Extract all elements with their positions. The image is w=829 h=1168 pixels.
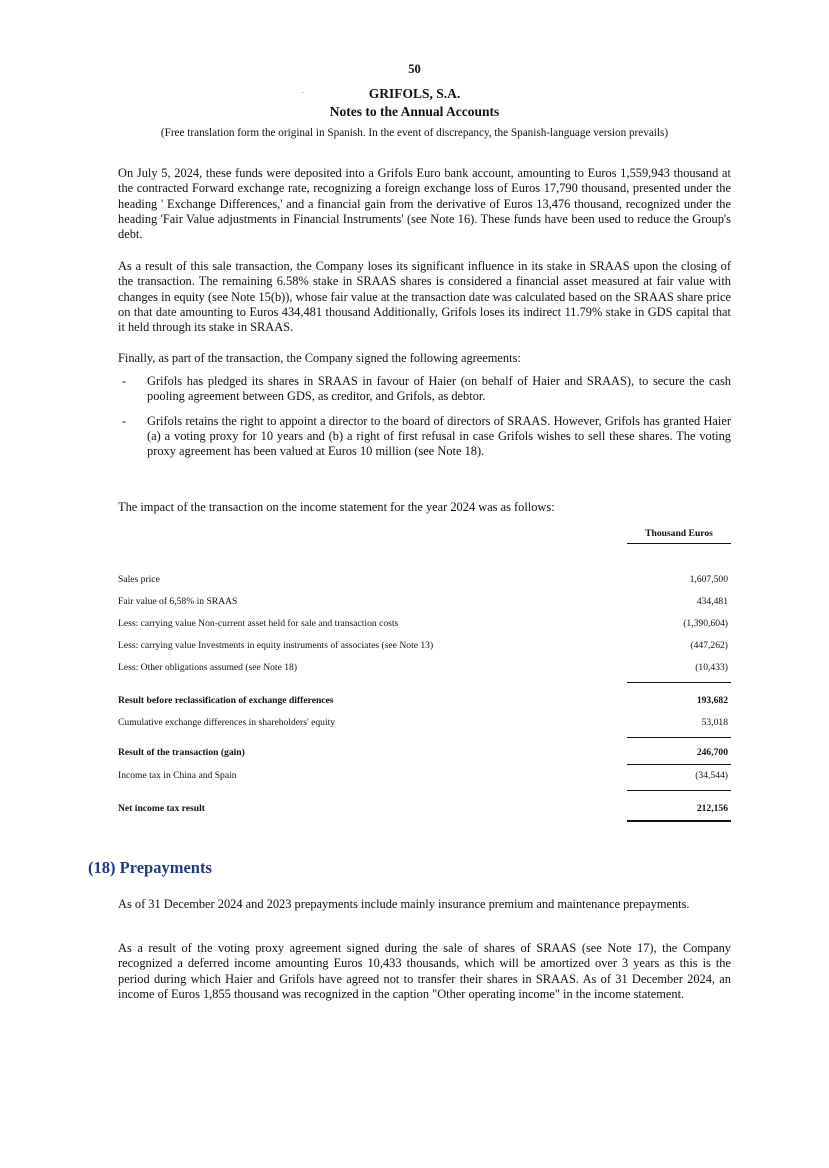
- row-value: 193,682: [696, 695, 728, 706]
- paragraph-deferred-income: As a result of the voting proxy agreement signed during the sale of shares of SRAAS (see Note 17), the Company recognized a deferred income amounting Euros 10,433 thousands, which will be amortized over 3 years as this is the period during which Haier and Grifols have agreed not to transfer their shares in SRAAS. As of 31 December 2024, an income of Euros 1,855 thousand was recognized in the caption "Other operating income" in the income statement.: [118, 941, 731, 1001]
- row-value: 212,156: [696, 803, 728, 814]
- paragraph-impact-intro: The impact of the transaction on the income statement for the year 2024 was as follows:: [118, 500, 555, 514]
- paragraph-loss-of-influence: As a result of this sale transaction, the Company loses its significant influence in its stake in SRAAS upon the closing of the transaction. The remaining 6.58% stake in SRAAS shares is considered a financial asset measured at fair value with changes in equity (see Note 15(b)), whose fair value at the transaction date was calculated based on the SRAAS share price on that date amounting to Euros 434,481 thousand Additionally, Grifols loses its indirect 11.79% stake in GDS capital that it held through its stake in SRAAS.: [118, 259, 731, 335]
- row-label: Income tax in China and Spain: [118, 770, 237, 781]
- total-double-rule: [627, 820, 731, 822]
- table-row: [118, 574, 731, 588]
- list-item-text: Grifols retains the right to appoint a director to the board of directors of SRAAS. However, Grifols has granted Haier (a) a voting proxy for 10 years and (b) a right of first refusal in case Grifols wishes to sell these shares. The voting proxy agreement has been valued at Euros 10 million (see Note 18).: [147, 413, 731, 459]
- row-label: Cumulative exchange differences in shareholders' equity: [118, 717, 336, 728]
- row-value: (447,262): [690, 640, 728, 651]
- row-value: (10,433): [695, 662, 728, 673]
- paragraph-funds-deposit: On July 5, 2024, these funds were deposited into a Grifols Euro bank account, amounting to Euros 1,559,943 thousand at the contracted Forward exchange rate, recognizing a foreign exchange loss of Euros 17,790 thousand, presented under the heading ' Exchange Differences,' and a financial gain from the derivative of Euros 13,476 thousand, recognized under the heading 'Fair Value adjustments in Financial Instruments' (see Note 16). These funds have been used to reduce the Group's debt.: [118, 166, 731, 242]
- section-heading: (18) Prepayments: [88, 858, 212, 877]
- table-row: [118, 640, 731, 654]
- table-row: [118, 596, 731, 610]
- row-label: Less: Other obligations assumed (see Note 18): [118, 662, 298, 673]
- column-header: Thousand Euros: [627, 528, 731, 544]
- row-label: Net income tax result: [118, 803, 205, 814]
- table-row: [118, 803, 731, 817]
- table-row: [118, 717, 731, 731]
- table-row: [118, 770, 731, 784]
- subtotal-rule: [627, 682, 731, 683]
- paragraph-agreements-intro: Finally, as part of the transaction, the Company signed the following agreements:: [118, 351, 521, 365]
- table-row: [118, 747, 731, 761]
- list-item: [118, 374, 731, 405]
- subtotal-rule: [627, 790, 731, 791]
- document-subtitle: Notes to the Annual Accounts: [329, 104, 500, 119]
- page-number: 50: [408, 62, 421, 76]
- table-row: [118, 662, 731, 676]
- row-label: Less: carrying value Non-current asset held for sale and transaction costs: [118, 618, 399, 629]
- translation-disclaimer: (Free translation form the original in Spanish. In the event of discrepancy, the Spanish-language version prevails): [160, 127, 669, 139]
- list-item-text: Grifols has pledged its shares in SRAAS in favour of Haier (on behalf of Haier and SRAAS), to secure the cash pooling agreement between GDS, as creditor, and Grifols, as debtor.: [147, 374, 731, 404]
- agreements-list: [118, 374, 731, 468]
- row-label: Less: carrying value Investments in equity instruments of associates (see Note 13): [118, 640, 434, 651]
- table-row: [118, 695, 731, 709]
- row-value: (34,544): [695, 770, 728, 781]
- row-value: 1,607,500: [689, 574, 728, 585]
- table-row: [118, 618, 731, 632]
- list-item: [118, 414, 731, 460]
- row-label: Sales price: [118, 574, 160, 585]
- subtotal-rule: [627, 737, 731, 738]
- row-value: 434,481: [696, 596, 728, 607]
- bullet-marker: -: [122, 413, 127, 428]
- bullet-marker: -: [122, 374, 127, 388]
- company-name: GRIFOLS, S.A.: [368, 86, 461, 101]
- row-label: Fair value of 6,58% in SRAAS: [118, 596, 238, 607]
- row-label: Result before reclassification of exchange differences: [118, 695, 334, 706]
- row-label: Result of the transaction (gain): [118, 747, 245, 758]
- row-value: 53,018: [701, 717, 728, 728]
- paragraph-prepayments: As of 31 December 2024 and 2023 prepayments include mainly insurance premium and maintenance prepayments.: [118, 897, 690, 911]
- subtotal-rule: [627, 764, 731, 765]
- row-value: 246,700: [696, 747, 728, 758]
- row-value: (1,390,604): [683, 618, 728, 629]
